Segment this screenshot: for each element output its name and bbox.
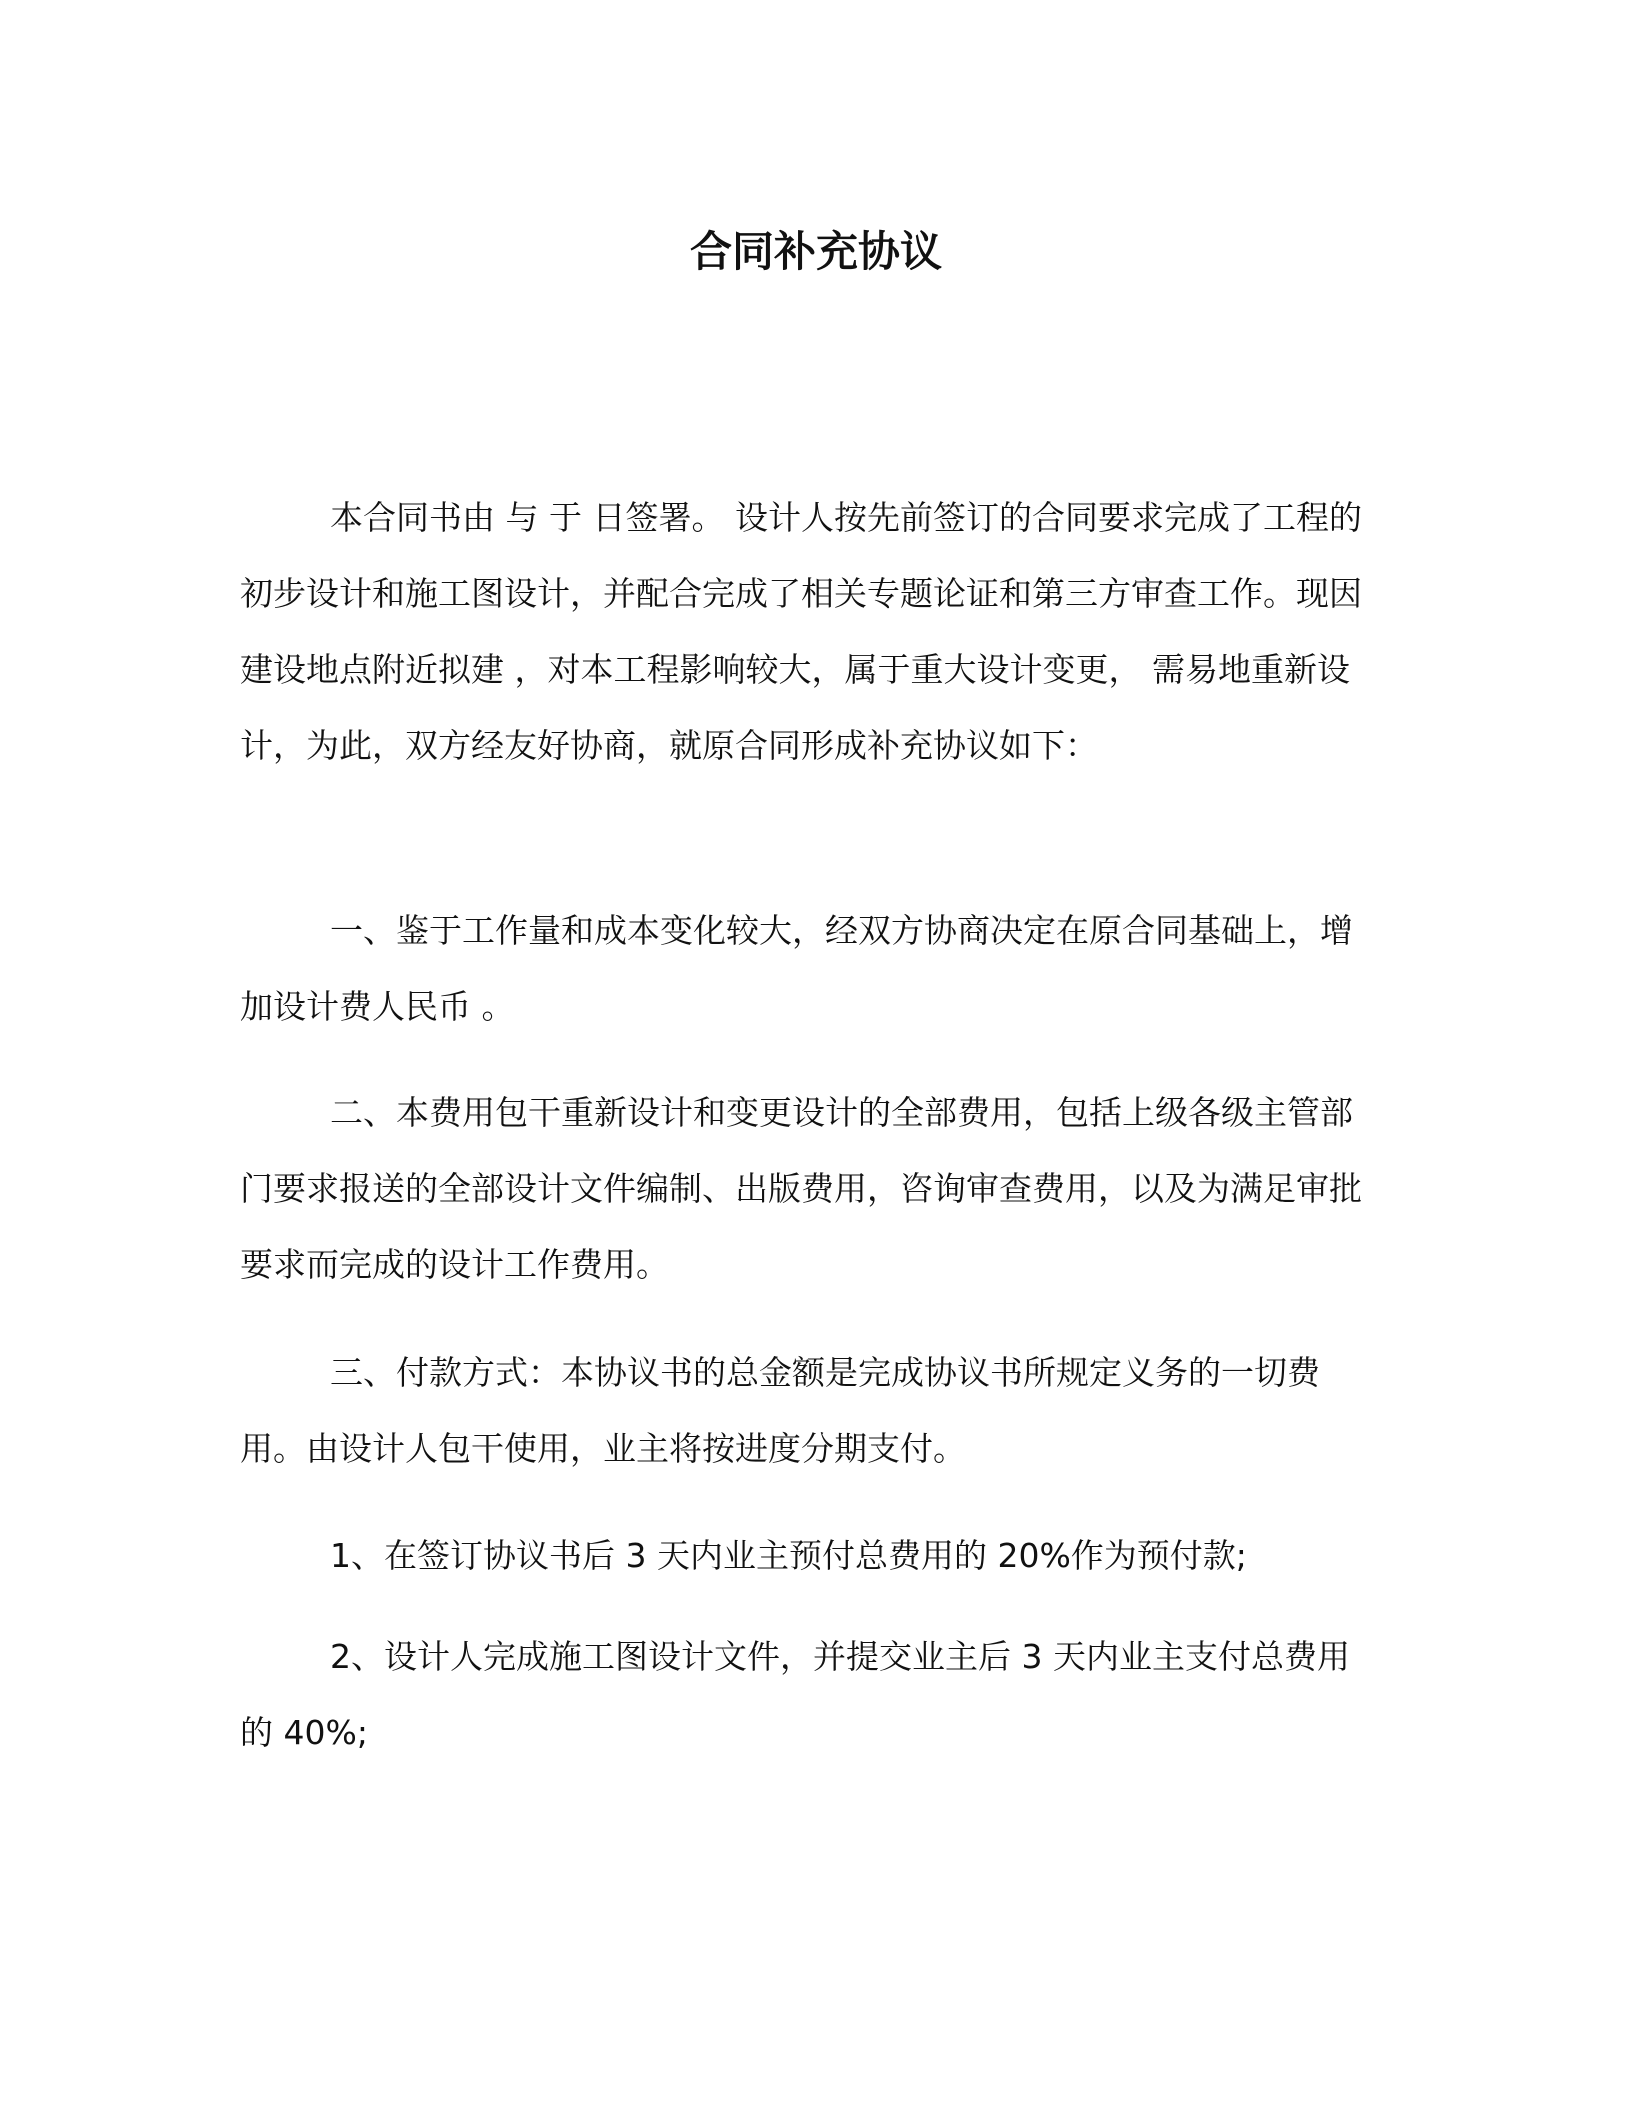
paragraph-clause-2 — [240, 1075, 1370, 1303]
paragraph-text: 本合同书由 与 于 日签署。 设计人按先前签订的合同要求完成了工程的初步设计和施工图设计，并配合完成了相关专题论证和第三方审查工作。现因建设地点附近拟建 ，对本工程影响较大，属于重大设计变更， 需易地重新设计，为此，双方经友好协商，就原合同形成补充协议如下： — [240, 498, 1362, 765]
paragraph-clause-3 — [240, 1335, 1370, 1487]
paragraph-text: 1、在签订协议书后 3 天内业主预付总费用的 20%作为预付款; — [330, 1536, 1247, 1575]
paragraph-payment-2 — [240, 1619, 1370, 1771]
paragraph-text: 一、鉴于工作量和成本变化较大，经双方协商决定在原合同基础上，增加设计费人民币 。 — [240, 911, 1353, 1026]
paragraph-payment-1 — [240, 1518, 1370, 1594]
paragraph-preamble — [240, 480, 1370, 784]
document-title: 合同补充协议 — [689, 227, 942, 276]
paragraph-text: 2、设计人完成施工图设计文件，并提交业主后 3 天内业主支付总费用的 40%; — [240, 1637, 1350, 1752]
paragraph-clause-1 — [240, 893, 1370, 1045]
paragraph-text: 三、付款方式：本协议书的总金额是完成协议书所规定义务的一切费用。由设计人包干使用，业主将按进度分期支付。 — [240, 1353, 1320, 1468]
paragraph-text: 二、本费用包干重新设计和变更设计的全部费用，包括上级各级主管部门要求报送的全部设计文件编制、出版费用，咨询审查费用，以及为满足审批要求而完成的设计工作费用。 — [240, 1093, 1362, 1284]
